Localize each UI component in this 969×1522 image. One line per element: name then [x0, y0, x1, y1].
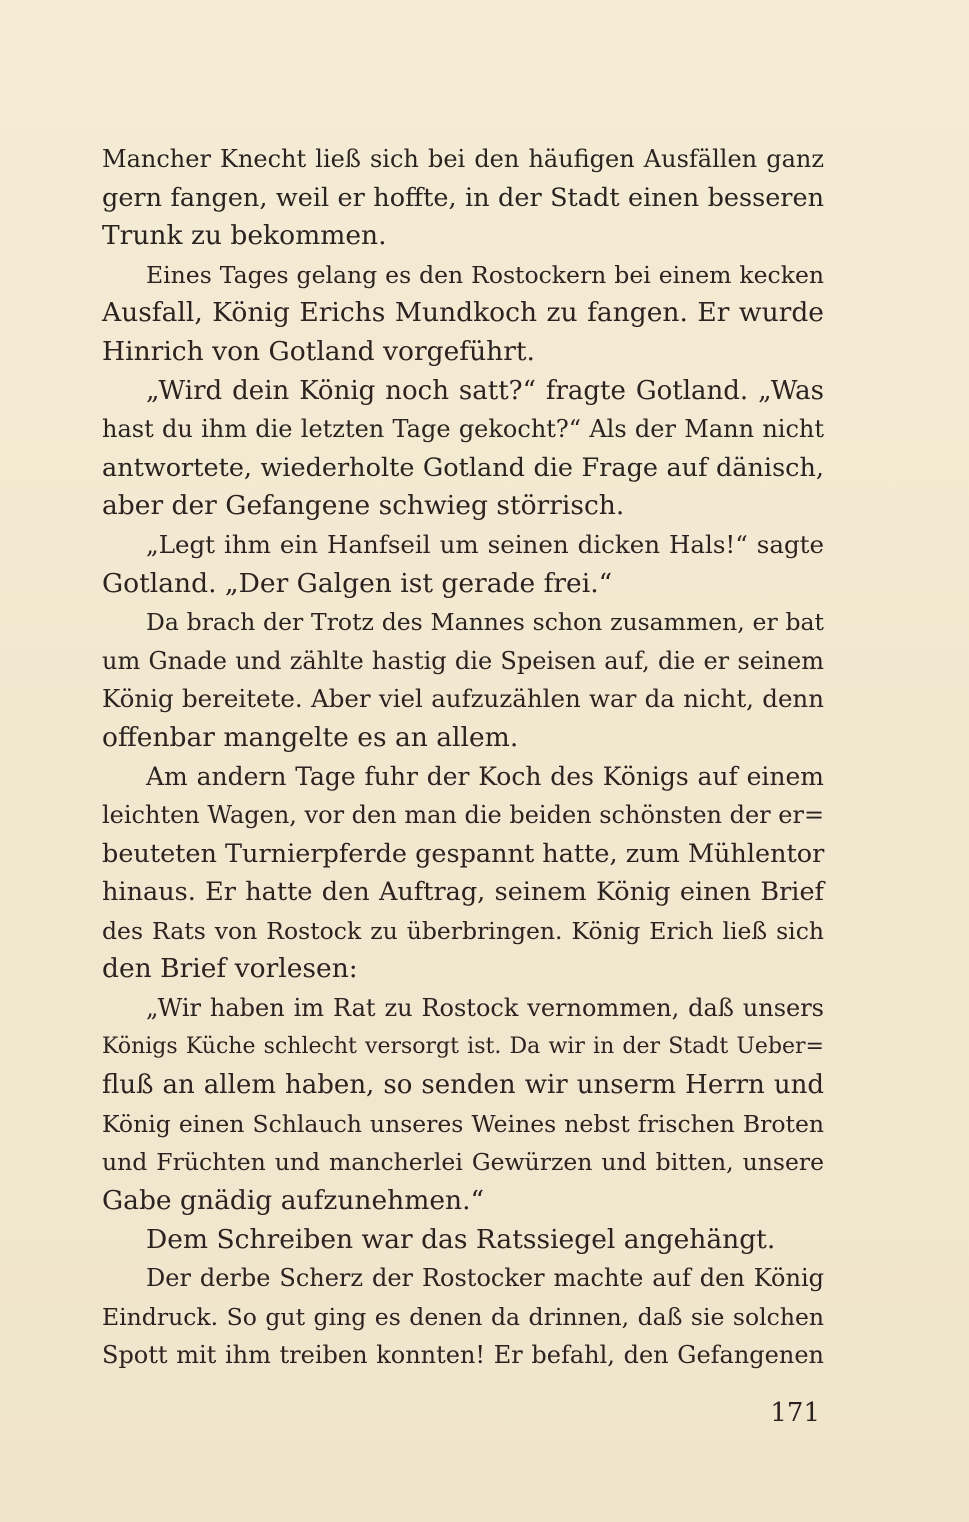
page-number: 171 — [770, 1398, 820, 1428]
text-line: Gabe gnädig aufzunehmen.“ — [102, 1185, 485, 1217]
text-line: Dem Schreiben war das Ratssiegel angehängt. — [146, 1223, 776, 1255]
text-line: fluß an allem haben, so senden wir unserm Herrn und — [102, 1070, 824, 1101]
text-line: Eines Tages gelang es den Rostockern bei einem kecken — [146, 260, 824, 289]
text-line: des Rats von Rostock zu überbringen. König Erich ließ sich — [102, 916, 824, 945]
text-line: „Wird dein König noch satt?“ fragte Gotland. „Was — [146, 375, 824, 406]
text-line: „Legt ihm ein Hanfseil um seinen dicken Hals!“ sagte — [146, 529, 824, 559]
body-text — [102, 140, 824, 1375]
text-line: aber der Gefangene schwieg störrisch. — [102, 490, 625, 522]
text-line: „Wir haben im Rat zu Rostock vernommen, daß unsers — [146, 994, 824, 1023]
text-line: Der derbe Scherz der Rostocker machte auf den König — [146, 1264, 824, 1293]
text-line: Eindruck. So gut ging es denen da drinnen, daß sie solchen — [102, 1302, 824, 1331]
text-line: Spott mit ihm treiben konnten! Er befahl, den Gefangenen — [102, 1341, 824, 1370]
text-line: hast du ihm die letzten Tage gekocht?“ Als der Mann nicht — [102, 415, 824, 444]
text-line: den Brief vorlesen: — [102, 953, 358, 985]
text-line: König einen Schlauch unseres Weines nebst frischen Broten — [102, 1109, 824, 1138]
text-line: Mancher Knecht ließ sich bei den häufigen Ausfällen ganz — [102, 145, 824, 173]
text-line: Hinrich von Gotland vorgeführt. — [102, 335, 535, 367]
text-line: Ausfall, König Erichs Mundkoch zu fangen. Er wurde — [102, 297, 824, 329]
text-line: hinaus. Er hatte den Auftrag, seinem König einen Brief — [102, 877, 824, 908]
text-line: Gotland. „Der Galgen ist gerade frei.“ — [102, 567, 613, 599]
text-line: Königs Küche schlecht versorgt ist. Da wir in der Stadt Ueber= — [102, 1033, 824, 1059]
text-line: König bereitete. Aber viel aufzuzählen war da nicht, denn — [102, 684, 824, 714]
text-line: und Früchten und mancherlei Gewürzen und bitten, unsere — [102, 1148, 824, 1177]
text-line: leichten Wagen, vor den man die beiden schönsten der er= — [102, 801, 825, 830]
text-line: gern fangen, weil er hoffte, in der Stadt einen besseren — [102, 182, 824, 213]
text-line: antwortete, wiederholte Gotland die Frage auf dänisch, — [102, 452, 824, 483]
text-line: offenbar mangelte es an allem. — [102, 721, 519, 753]
text-line: beuteten Turnierpferde gespannt hatte, zum Mühlentor — [102, 838, 825, 869]
text-line: Trunk zu bekommen. — [102, 220, 387, 252]
text-line: um Gnade und zählte hastig die Speisen auf, die er seinem — [102, 646, 824, 675]
text-line: Am andern Tage fuhr der Koch des Königs auf einem — [146, 761, 824, 791]
text-line: Da brach der Trotz des Mannes schon zusammen, er bat — [146, 608, 824, 637]
